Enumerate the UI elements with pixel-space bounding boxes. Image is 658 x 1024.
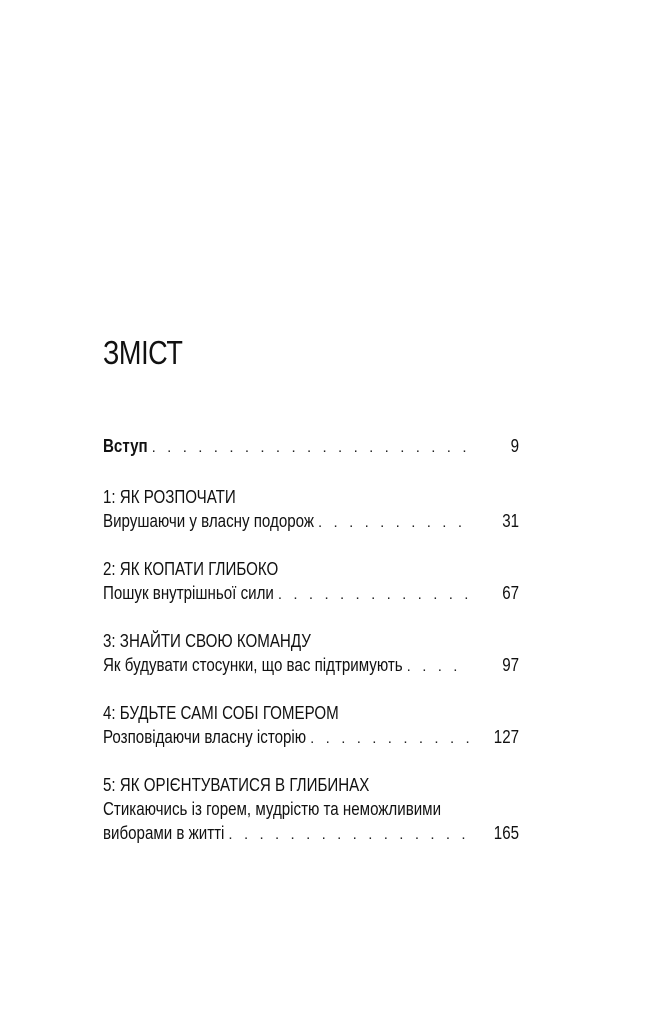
chapter-subtitle-line-1: Стикаючись із горем, мудрістю та неможливими	[103, 799, 442, 819]
toc-entry-chapter-1	[103, 485, 519, 533]
chapter-page-number: 127	[493, 727, 519, 747]
table-of-contents	[103, 434, 519, 869]
toc-entry-intro	[103, 434, 519, 458]
toc-entry-chapter-3	[103, 629, 519, 677]
chapter-page-number: 97	[502, 655, 519, 675]
page-title: ЗМІСТ	[103, 334, 183, 371]
toc-line-chapter-2	[103, 581, 519, 605]
chapter-subtitle: Як будувати стосунки, що вас підтримують	[103, 655, 403, 675]
toc-line-chapter-5	[103, 821, 519, 845]
chapter-heading: 2: ЯК КОПАТИ ГЛИБОКО	[103, 559, 279, 579]
chapter-subtitle: Розповідаючи власну історію	[103, 727, 307, 747]
toc-intro-page: 9	[510, 436, 519, 456]
toc-entry-chapter-5	[103, 773, 519, 845]
chapter-heading: 4: БУДЬТЕ САМІ СОБІ ГОМЕРОМ	[103, 703, 339, 723]
dot-leader	[278, 583, 469, 607]
dot-leader	[152, 436, 469, 460]
toc-entry-chapter-2	[103, 557, 519, 605]
toc-entry-chapter-4	[103, 701, 519, 749]
chapter-page-number: 165	[493, 823, 519, 843]
chapter-subtitle-line-2: виборами в житті	[103, 823, 225, 843]
dot-leader	[228, 823, 469, 847]
dot-leader	[310, 727, 469, 751]
toc-intro-label: Вступ	[103, 436, 148, 456]
chapter-subtitle: Пошук внутрішньої сили	[103, 583, 274, 603]
toc-line-chapter-4	[103, 725, 519, 749]
dot-leader	[318, 511, 469, 535]
dot-leader	[407, 655, 469, 679]
chapter-heading: 1: ЯК РОЗПОЧАТИ	[103, 487, 236, 507]
chapter-subtitle: Вирушаючи у власну подорож	[103, 511, 315, 531]
toc-line-chapter-3	[103, 653, 519, 677]
chapter-page-number: 31	[502, 511, 519, 531]
toc-line-intro	[103, 434, 519, 458]
toc-line-chapter-1	[103, 509, 519, 533]
chapter-page-number: 67	[502, 583, 519, 603]
chapter-heading: 3: ЗНАЙТИ СВОЮ КОМАНДУ	[103, 631, 311, 651]
chapter-heading: 5: ЯК ОРІЄНТУВАТИСЯ В ГЛИБИНАХ	[103, 775, 370, 795]
